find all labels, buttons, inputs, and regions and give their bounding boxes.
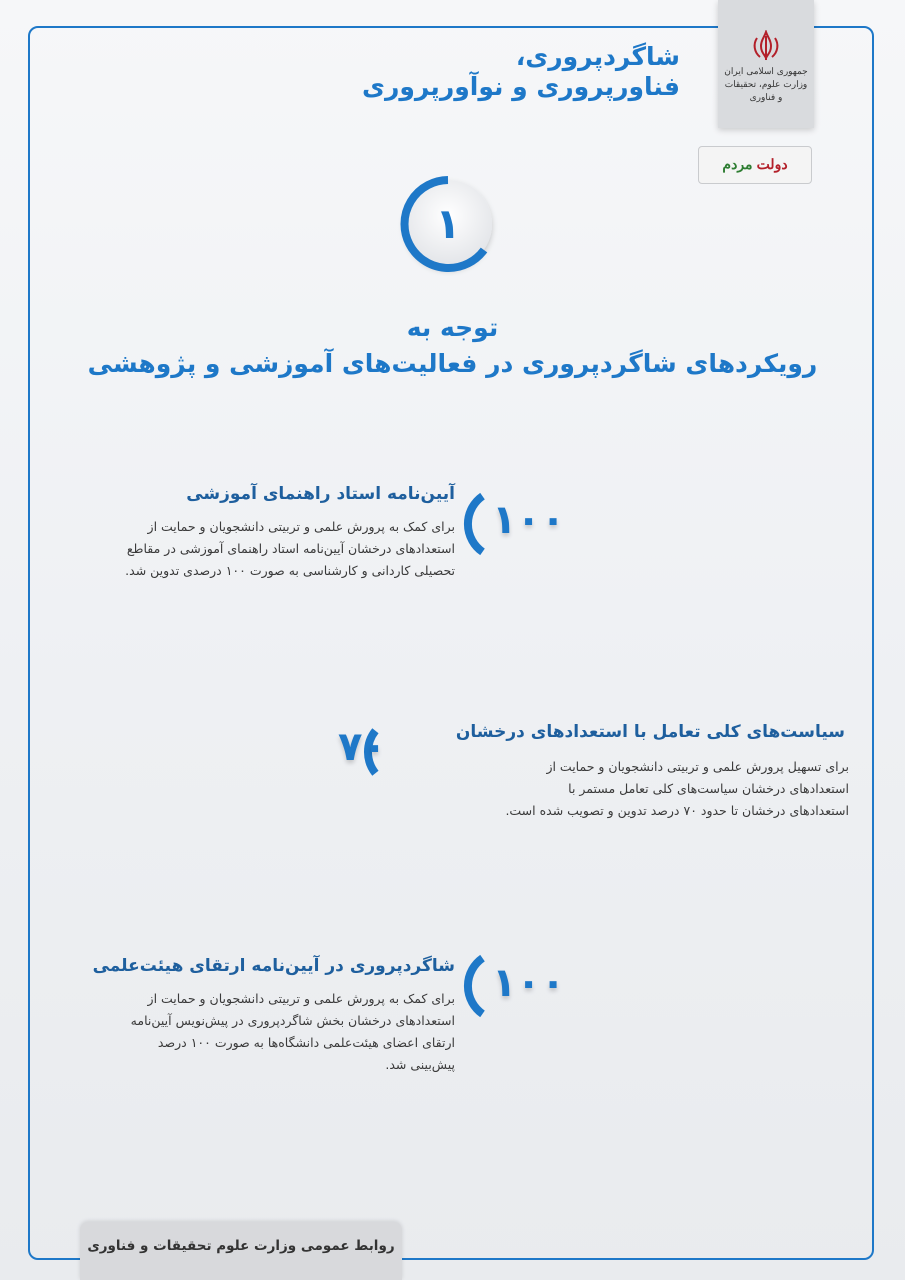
ministry-logo-text (724, 66, 808, 105)
section-number: ۱ (435, 199, 461, 248)
item3-body (131, 988, 455, 1076)
item2-body-line: استعدادهای درخشان تا حدود ۷۰ درصد تدوین و تصویب شده است. (505, 803, 849, 818)
section-heading-line1: توجه به (406, 313, 499, 342)
item2-body-line: برای تسهیل پرورش علمی و تربیتی دانشجویان و حمایت از (546, 759, 849, 774)
item2-value: ۷۰ (338, 724, 387, 770)
section-number-badge (396, 172, 500, 276)
item3-value: ۱۰۰ (492, 960, 566, 1006)
page-title-line1: شاگردپروری، (515, 42, 680, 71)
ministry-logo (718, 0, 814, 128)
iran-emblem-icon (751, 30, 781, 62)
section-heading (0, 310, 905, 382)
section-heading-line2: رویکردهای شاگردپروری در فعالیت‌های آموزشی و پژوهشی (87, 349, 818, 378)
item3-title: شاگردپروری در آیین‌نامه ارتقای هیئت‌علمی (92, 956, 455, 976)
item1-body-line: تحصیلی کاردانی و کارشناسی به صورت ۱۰۰ درصدی تدوین شد. (125, 563, 455, 578)
item1-arc (468, 496, 483, 552)
page-title-line2: فناورپروری و نوآورپروری (362, 72, 680, 101)
item2-body (505, 756, 849, 822)
item3-body-line: استعدادهای درخشان بخش شاگردپروری در پیش‌نویس آیین‌نامه (130, 1013, 455, 1028)
footer-tab (80, 1222, 402, 1280)
footer-label: روابط عمومی وزارت علوم تحقیقات و فناوری (87, 1238, 395, 1254)
item3-body-line: ارتقای اعضای هیئت‌علمی دانشگاه‌ها به صورت ۱۰۰ درصد (157, 1035, 455, 1050)
logo-text-line1: جمهوری اسلامی ایران (724, 67, 808, 77)
item1-body-line: استعدادهای درخشان آیین‌نامه استاد راهنمای آموزشی در مقاطع (126, 541, 455, 556)
item1-title: آیین‌نامه استاد راهنمای آموزشی (186, 484, 455, 504)
logo-text-line2: وزارت علوم، تحقیقات و فناوری (724, 80, 808, 103)
item1-body-line: برای کمک به پرورش علمی و تربیتی دانشجویان و حمایت از (147, 519, 455, 534)
item2-title: سیاست‌های کلی تعامل با استعدادهای درخشان (455, 722, 845, 742)
item3-body-line: برای کمک به پرورش علمی و تربیتی دانشجویان و حمایت از (147, 991, 455, 1006)
item1-body (125, 516, 455, 582)
item3-body-line: پیش‌بینی شد. (385, 1057, 455, 1072)
campaign-logo-part1: دولت (756, 157, 788, 173)
campaign-logo-part2: مردم (722, 157, 753, 173)
campaign-logo (698, 146, 812, 184)
item3-arc (468, 958, 483, 1014)
page-title (362, 42, 680, 102)
item2-body-line: استعدادهای درخشان سیاست‌های کلی تعامل مستمر با (568, 781, 849, 796)
item1-value: ۱۰۰ (492, 497, 566, 543)
